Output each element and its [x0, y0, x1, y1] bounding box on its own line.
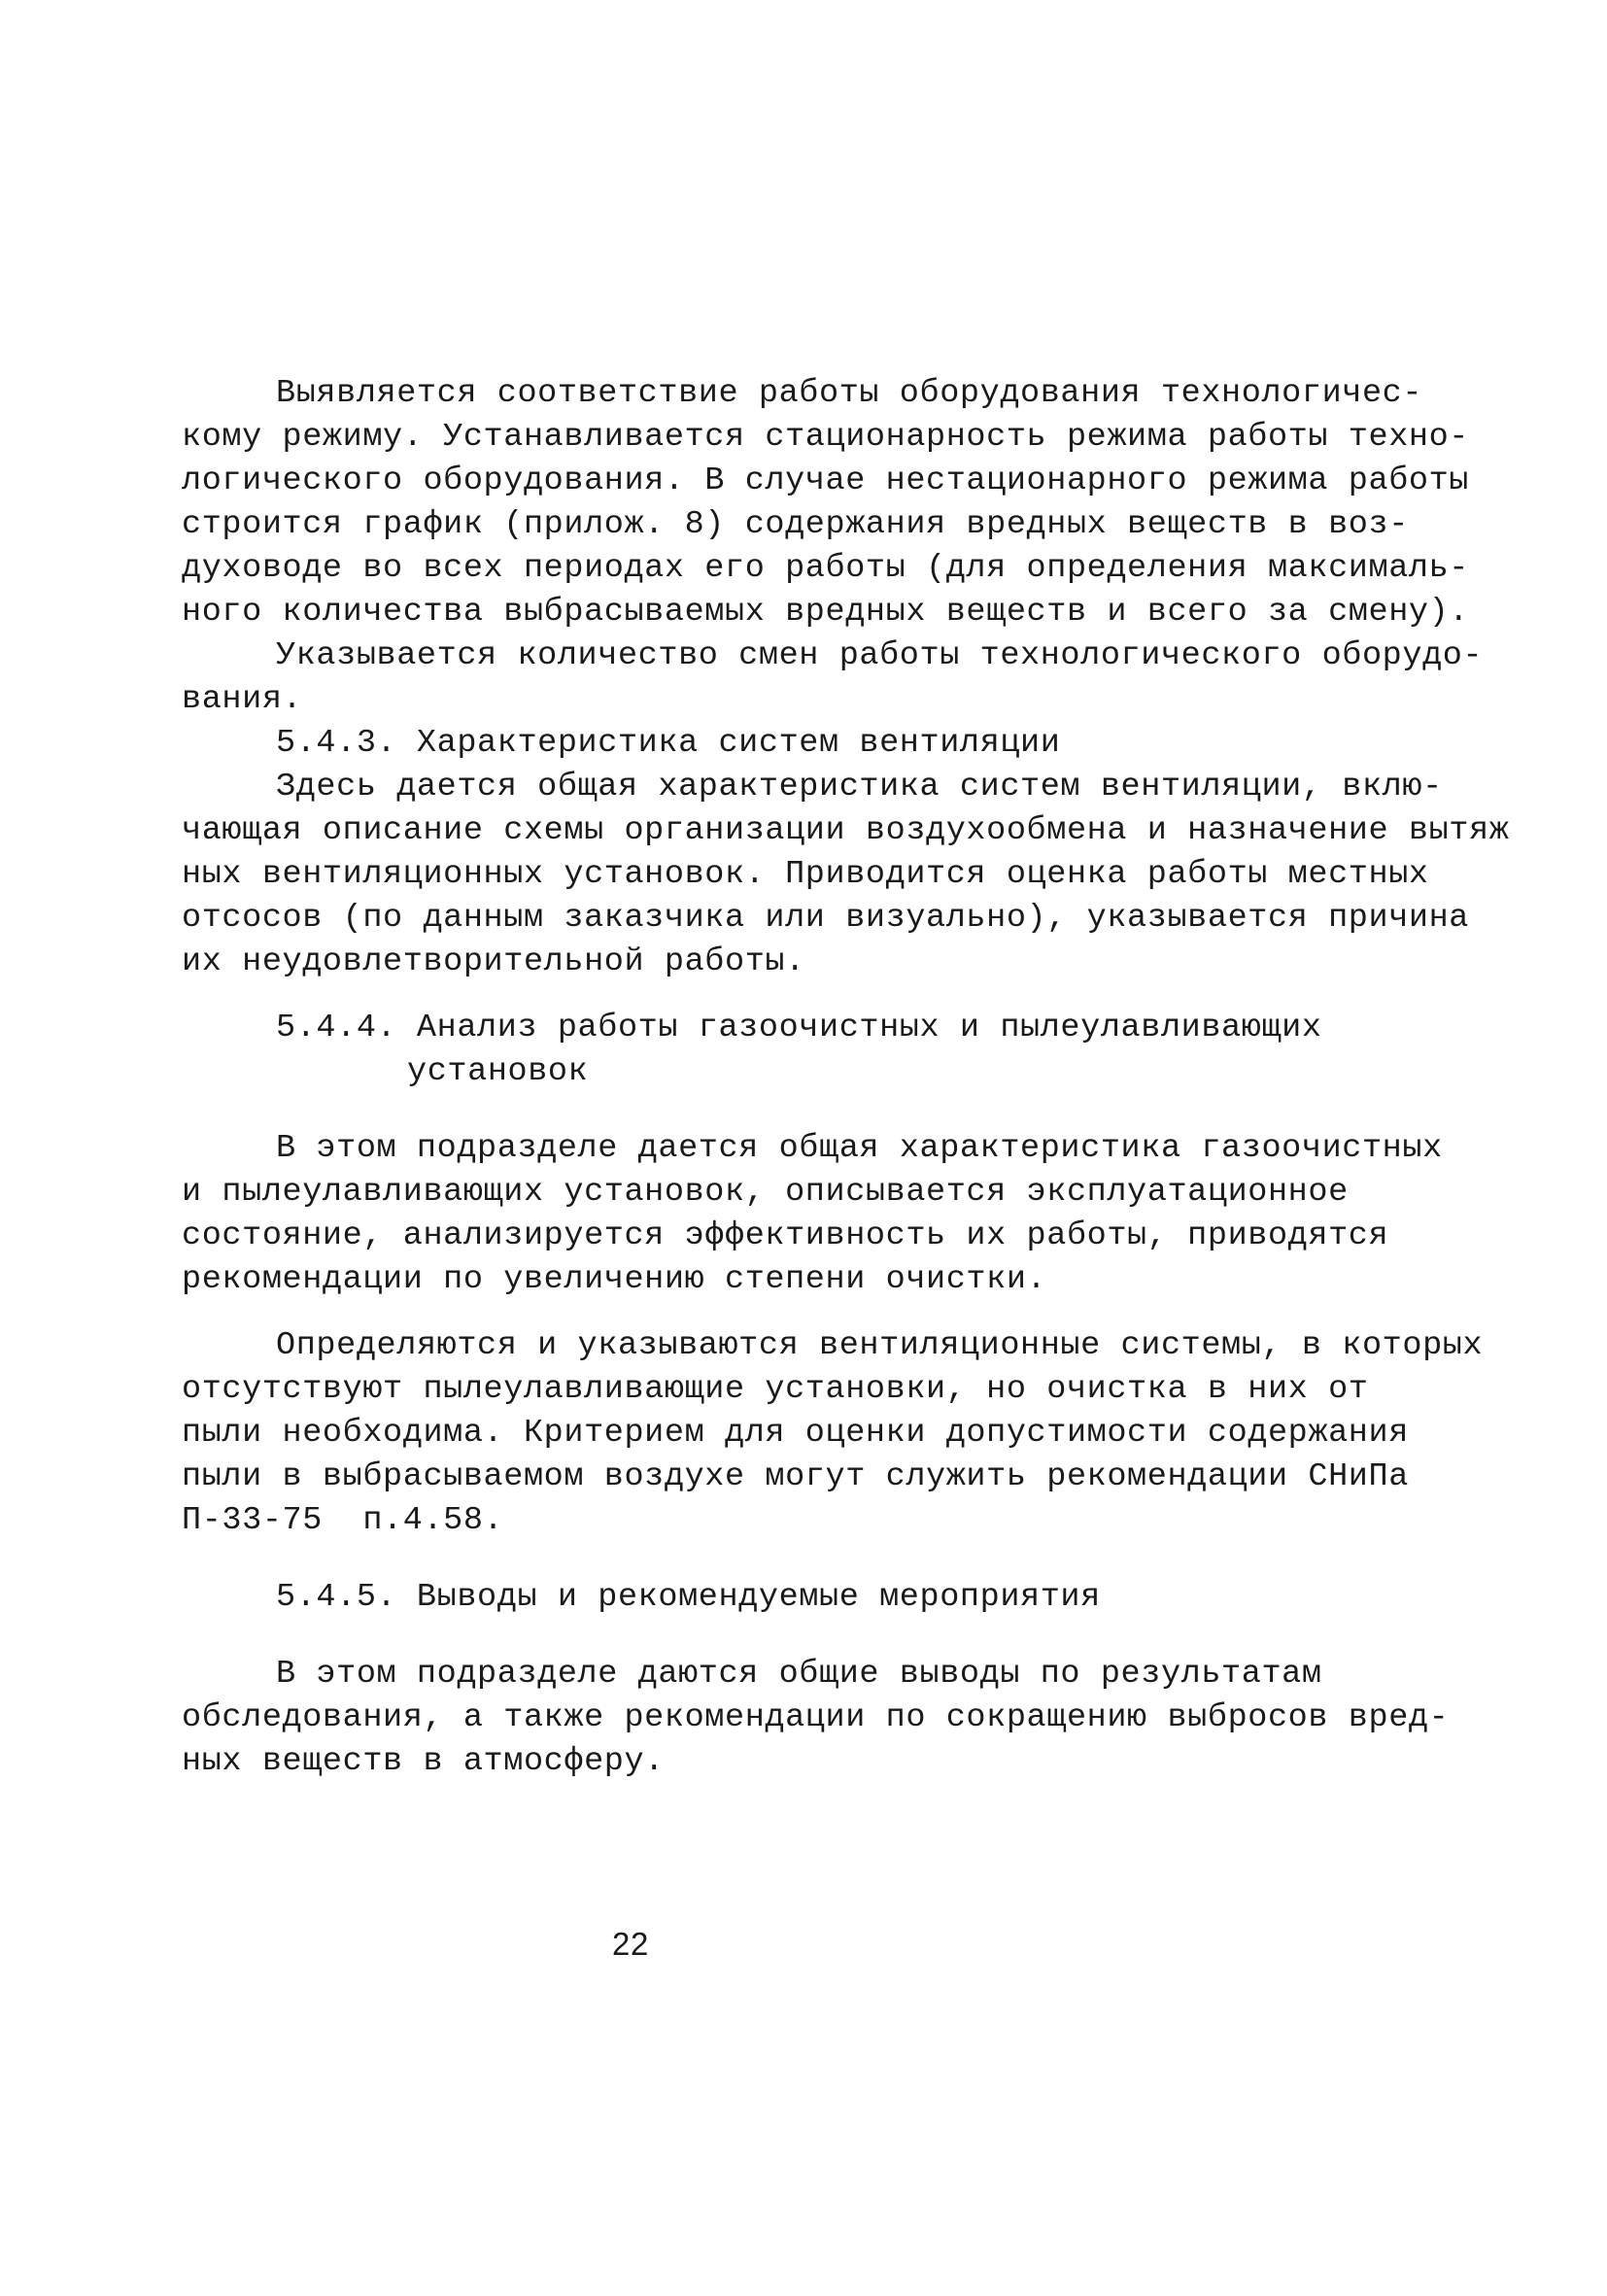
paragraph — [182, 1324, 1484, 1543]
text-line: отсутствуют пылеулавливающие установки, но очистка в них от — [182, 1371, 1369, 1408]
text-line: ного количества выбрасываемых вредных веществ и всего за смену). — [182, 594, 1470, 631]
section-5-4-5 — [182, 1576, 1450, 1784]
text-line: состояние, анализируется эффективность их работы, приводятся — [182, 1217, 1389, 1254]
page-number: 22 — [612, 1926, 649, 1962]
section-heading: 5.4.4. Анализ работы газоочистных и пылеулавливающих — [276, 1010, 1322, 1046]
section-heading: 5.4.5. Выводы и рекомендуемые мероприятия — [276, 1579, 1101, 1616]
text-line: Здесь дается общая характеристика систем вентиляции, вклю- — [276, 769, 1443, 805]
text-line: отсосов (по данным заказчика или визуально), указывается причина — [182, 900, 1470, 937]
text-line: пыли в выбрасываемом воздухе могут служить рекомендации СНиПа — [182, 1458, 1409, 1495]
document-body — [182, 372, 1510, 1784]
text-line: Определяются и указываются вентиляционные системы, в которых — [276, 1327, 1484, 1364]
text-line: чающая описание схемы организации воздухообмена и назначение вытяж — [182, 812, 1510, 849]
text-line: и пылеулавливающих установок, описывается эксплуатационное — [182, 1174, 1349, 1211]
text-line: В этом подразделе дается общая характеристика газоочистных — [276, 1130, 1443, 1167]
paragraph-intro — [182, 372, 1470, 634]
section-5-4-4 — [182, 1007, 1484, 1543]
text-line: логического оборудования. В случае нестационарного режима работы — [182, 463, 1470, 499]
text-line: П-33-75 п.4.58. — [182, 1502, 504, 1539]
text-line: рекомендации по увеличению степени очистки. — [182, 1261, 1047, 1298]
section-heading: 5.4.3. Характеристика систем вентиляции — [276, 725, 1061, 762]
text-line: вания. — [182, 681, 303, 718]
paragraph — [182, 1127, 1443, 1302]
text-line: пыли необходима. Критерием для оценки допустимости содержания — [182, 1415, 1409, 1452]
text-line: строится график (прилож. 8) содержания вредных веществ в воз- — [182, 506, 1409, 543]
text-line: ных веществ в атмосферу. — [182, 1743, 665, 1780]
text-line: ных вентиляционных установок. Приводится оценка работы местных — [182, 856, 1429, 893]
text-line: В этом подразделе даются общие выводы по результатам — [276, 1656, 1322, 1693]
paragraph-shifts — [182, 634, 1484, 722]
text-line: духоводе во всех периодах его работы (для определения максималь- — [182, 550, 1470, 587]
text-line: обследования, а также рекомендации по сокращению выбросов вред- — [182, 1699, 1450, 1736]
text-line: Выявляется соответствие работы оборудования технологичес- — [276, 375, 1423, 412]
section-5-4-3 — [182, 722, 1510, 984]
text-line: кому режиму. Устанавливается стационарность режима работы техно- — [182, 419, 1470, 456]
section-heading-continuation: установок — [407, 1053, 589, 1090]
text-line: Указывается количество смен работы технологического оборудо- — [276, 637, 1484, 674]
text-line: их неудовлетворительной работы. — [182, 943, 805, 980]
